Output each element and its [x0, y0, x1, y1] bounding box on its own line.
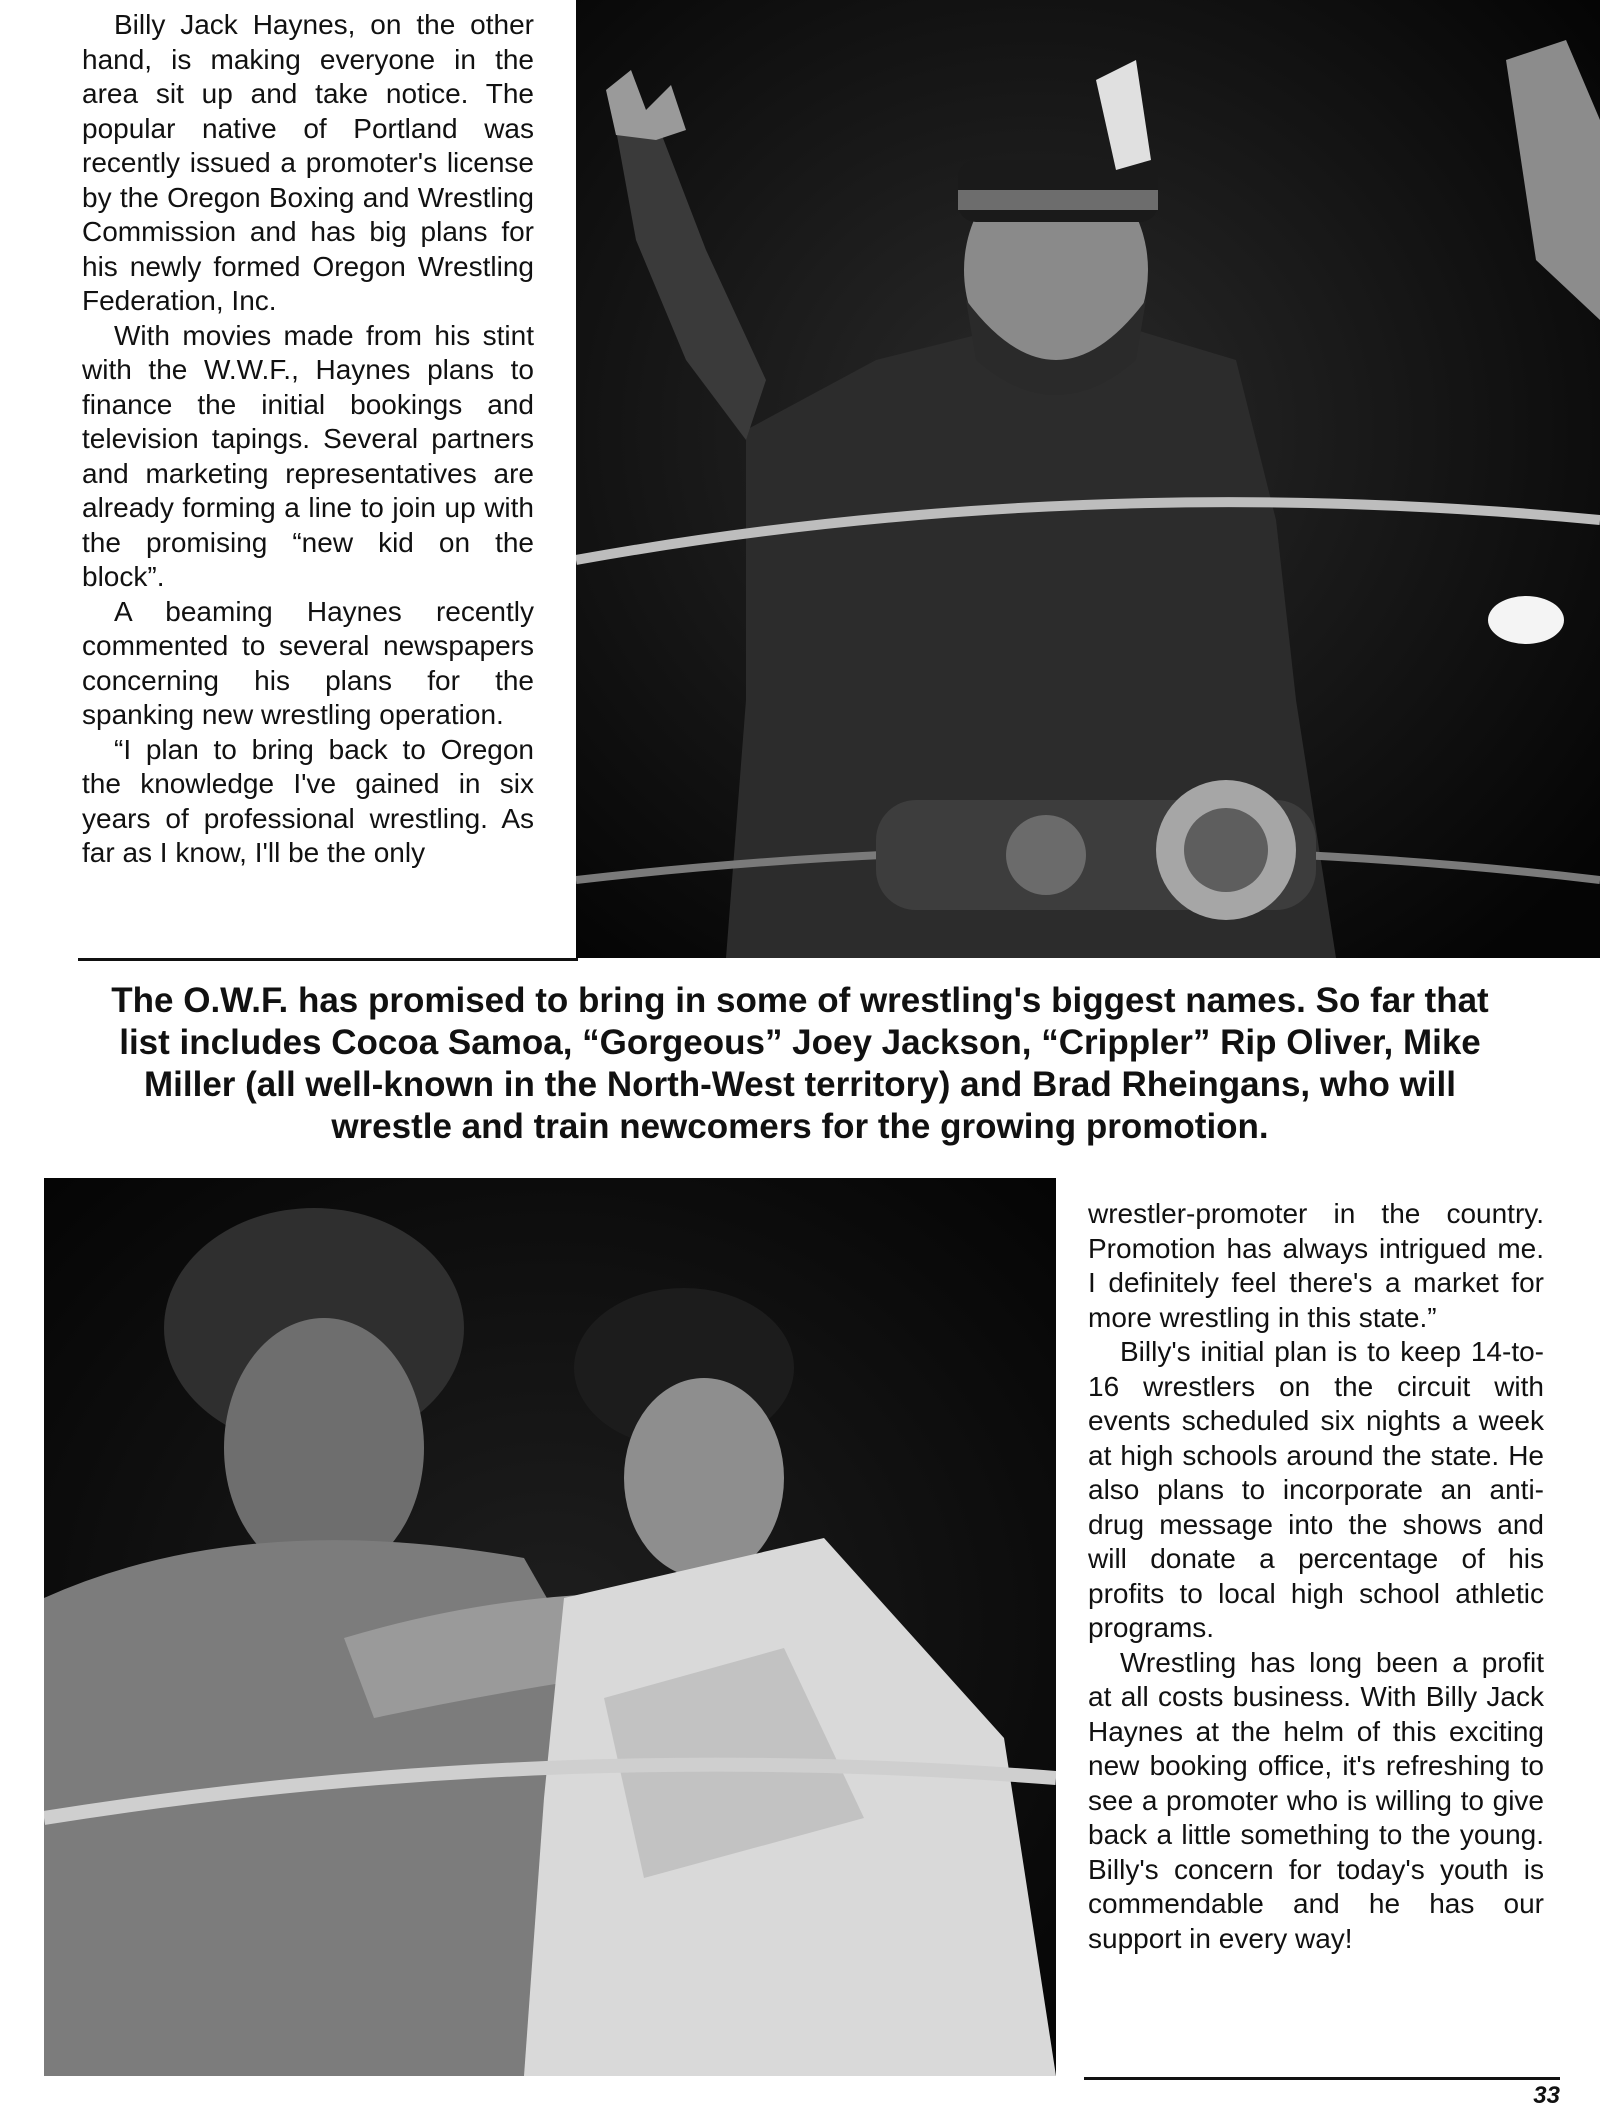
page-number: 33 — [1533, 2082, 1560, 2109]
photo-caption — [0, 980, 1600, 1148]
article-paragraph: Billy Jack Haynes, on the other hand, is making everyone in the area sit up and take notice. The popular native of Portland was recently issued a promoter's license by the Oregon Boxing and Wrestling Commission and has big plans for his newly formed Oregon Wrestling Federation, Inc. — [82, 9, 534, 316]
article-paragraph: “I plan to bring back to Oregon the knowledge I've gained in six years of professional wrestling. As far as I know, I'll be the only — [82, 733, 534, 868]
caption-line: The O.W.F. has promised to bring in some of wrestling's biggest names. So far that — [111, 981, 1489, 1020]
divider-rule — [1084, 2077, 1560, 2080]
article-paragraph: Billy's initial plan is to keep 14-to-16 wrestlers on the circuit with events scheduled six nights a week at high schools around the state. He also plans to incorporate an anti-drug message into the shows and will donate a percentage of his profits to local high school athletic programs. — [1088, 1336, 1544, 1643]
photo-wrestler-with-belt — [576, 0, 1600, 958]
caption-line: wrestle and train newcomers for the growing promotion. — [331, 1107, 1269, 1146]
caption-line: list includes Cocoa Samoa, “Gorgeous” Joey Jackson, “Crippler” Rip Oliver, Mike — [119, 1023, 1481, 1062]
article-paragraph: Wrestling has long been a profit at all costs business. With Billy Jack Haynes at the helm of this exciting new booking office, it's refreshing to see a promoter who is willing to give back a little something to the young. Billy's concern for today's youth is commendable and he has our support in every way! — [1088, 1646, 1544, 1954]
article-paragraph: With movies made from his stint with the W.W.F., Haynes plans to finance the initial bookings and television tapings. Several partners and marketing representatives are already forming a line to join up with the promising “new kid on the block”. — [82, 319, 534, 592]
article-paragraph: wrestler-promoter in the country. Promotion has always intrigued me. I definitely feel there's a market for more wrestling in this state.” — [1088, 1198, 1544, 1333]
photo-wrestlers-grappling — [44, 1178, 1056, 2076]
photo-wrestlers-grappling-art — [44, 1178, 1056, 2076]
caption-line: Miller (all well-known in the North-West territory) and Brad Rheingans, who will — [144, 1065, 1456, 1104]
article-paragraph: A beaming Haynes recently commented to several newspapers concerning his plans for the spanking new wrestling operation. — [82, 595, 534, 730]
photo-wrestler-with-belt-art — [576, 0, 1600, 958]
article-column-bottom-right — [1088, 1197, 1544, 1956]
divider-rule — [78, 958, 578, 961]
article-column-top-left — [82, 8, 534, 871]
